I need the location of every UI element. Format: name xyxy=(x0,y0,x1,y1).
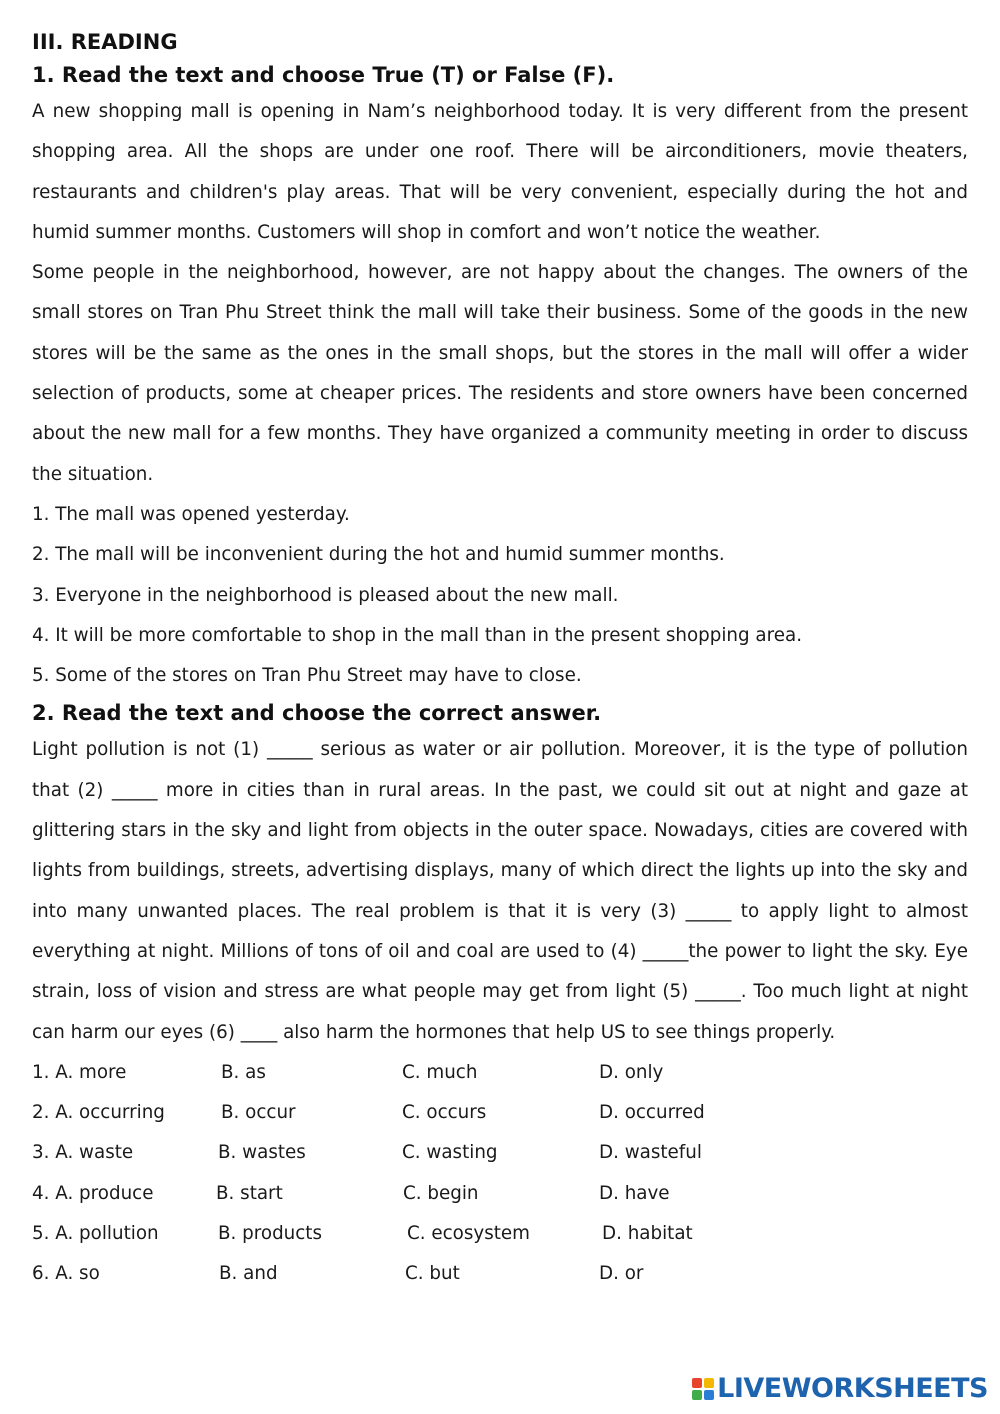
option-b: B. and xyxy=(219,1263,278,1285)
question-row-2 xyxy=(32,1093,968,1133)
section-title: III. READING xyxy=(32,30,178,54)
task2-title: 2. Read the text and choose the correct answer. xyxy=(32,701,602,726)
question-row-1 xyxy=(32,1053,968,1093)
statement-5: 5. Some of the stores on Tran Phu Street may have to close. xyxy=(32,665,582,687)
option-d: D. occurred xyxy=(599,1102,705,1124)
option-d: D. or xyxy=(599,1263,644,1285)
option-b: B. start xyxy=(216,1182,283,1204)
option-b: B. occur xyxy=(221,1102,296,1124)
liveworksheets-logo xyxy=(692,1374,988,1404)
task1-title: 1. Read the text and choose True (T) or False (F). xyxy=(32,63,615,87)
option-a: 3. A. waste xyxy=(32,1142,134,1164)
option-a: 5. A. pollution xyxy=(32,1223,159,1245)
option-b: B. products xyxy=(218,1223,323,1245)
question-row-3 xyxy=(32,1133,968,1173)
statement-2: 2. The mall will be inconvenient during the hot and humid summer months. xyxy=(32,544,725,566)
question-row-5 xyxy=(32,1214,968,1254)
question-row-6 xyxy=(32,1254,968,1294)
statement-4: 4. It will be more comfortable to shop in the mall than in the present shopping area. xyxy=(32,624,802,646)
option-c: C. but xyxy=(405,1263,460,1285)
worksheet-page xyxy=(32,26,968,1295)
statement-1: 1. The mall was opened yesterday. xyxy=(32,503,350,525)
statement-3: 3. Everyone in the neighborhood is pleased about the new mall. xyxy=(32,584,619,606)
task2-paragraph: Light pollution is not (1) _____ serious as water or air pollution. Moreover, it is the type of pollution that (2) _____ more in cities than in rural areas. In the past, we could sit out at night and gaze at glittering stars in the sky and light from objects in the outer space. Nowadays, cities are covered with lights from buildings, streets, advertising displays, many of which direct the lights up into the sky and into many unwanted places. The real problem is that it is very (3) _____ to apply light to almost everything at night. Millions of tons of oil and coal are used to (4) _____the power to light the sky. Eye strain, loss of vision and stress are what people may get from light (5) _____. Too much light at night can harm our eyes (6) ____ also harm the hormones that help US to see things properly. xyxy=(32,739,968,1043)
option-a: 4. A. produce xyxy=(32,1182,154,1204)
true-false-statements xyxy=(32,495,968,696)
task1-paragraph-2: Some people in the neighborhood, however, are not happy about the changes. The owners of the small stores on Tran Phu Street think the mall will take their business. Some of the goods in the new stores will be the same as the ones in the small shops, but the stores in the mall will offer a wider selection of products, some at cheaper prices. The residents and store owners have been concerned about the new mall for a few months. They have organized a community meeting in order to discuss the situation. xyxy=(32,262,968,485)
option-a: 1. A. more xyxy=(32,1061,127,1083)
task1-paragraph-1: A new shopping mall is opening in Nam’s neighborhood today. It is very different from the present shopping area. All the shops are under one roof. There will be airconditioners, movie theaters, restaurants and children's play areas. That will be very convenient, especially during the hot and humid summer months. Customers will shop in comfort and won’t notice the weather. xyxy=(32,101,968,243)
option-d: D. only xyxy=(599,1061,664,1083)
logo-square-1 xyxy=(692,1378,702,1388)
multiple-choice-questions xyxy=(32,1053,968,1295)
logo-text: LIVEWORKSHEETS xyxy=(717,1373,988,1404)
logo-square-2 xyxy=(704,1378,714,1388)
option-d: D. have xyxy=(599,1182,670,1204)
liveworksheets-logo-icon xyxy=(692,1378,714,1400)
logo-square-3 xyxy=(692,1390,702,1400)
option-a: 2. A. occurring xyxy=(32,1102,165,1124)
option-c: C. occurs xyxy=(402,1102,487,1124)
option-c: C. wasting xyxy=(402,1142,498,1164)
question-row-4 xyxy=(32,1174,968,1214)
option-d: D. wasteful xyxy=(599,1142,702,1164)
option-c: C. ecosystem xyxy=(407,1223,530,1245)
logo-square-4 xyxy=(704,1390,714,1400)
option-d: D. habitat xyxy=(602,1223,693,1245)
option-c: C. much xyxy=(402,1061,478,1083)
option-c: C. begin xyxy=(403,1182,479,1204)
option-a: 6. A. so xyxy=(32,1263,100,1285)
option-b: B. as xyxy=(221,1061,266,1083)
option-b: B. wastes xyxy=(218,1142,306,1164)
